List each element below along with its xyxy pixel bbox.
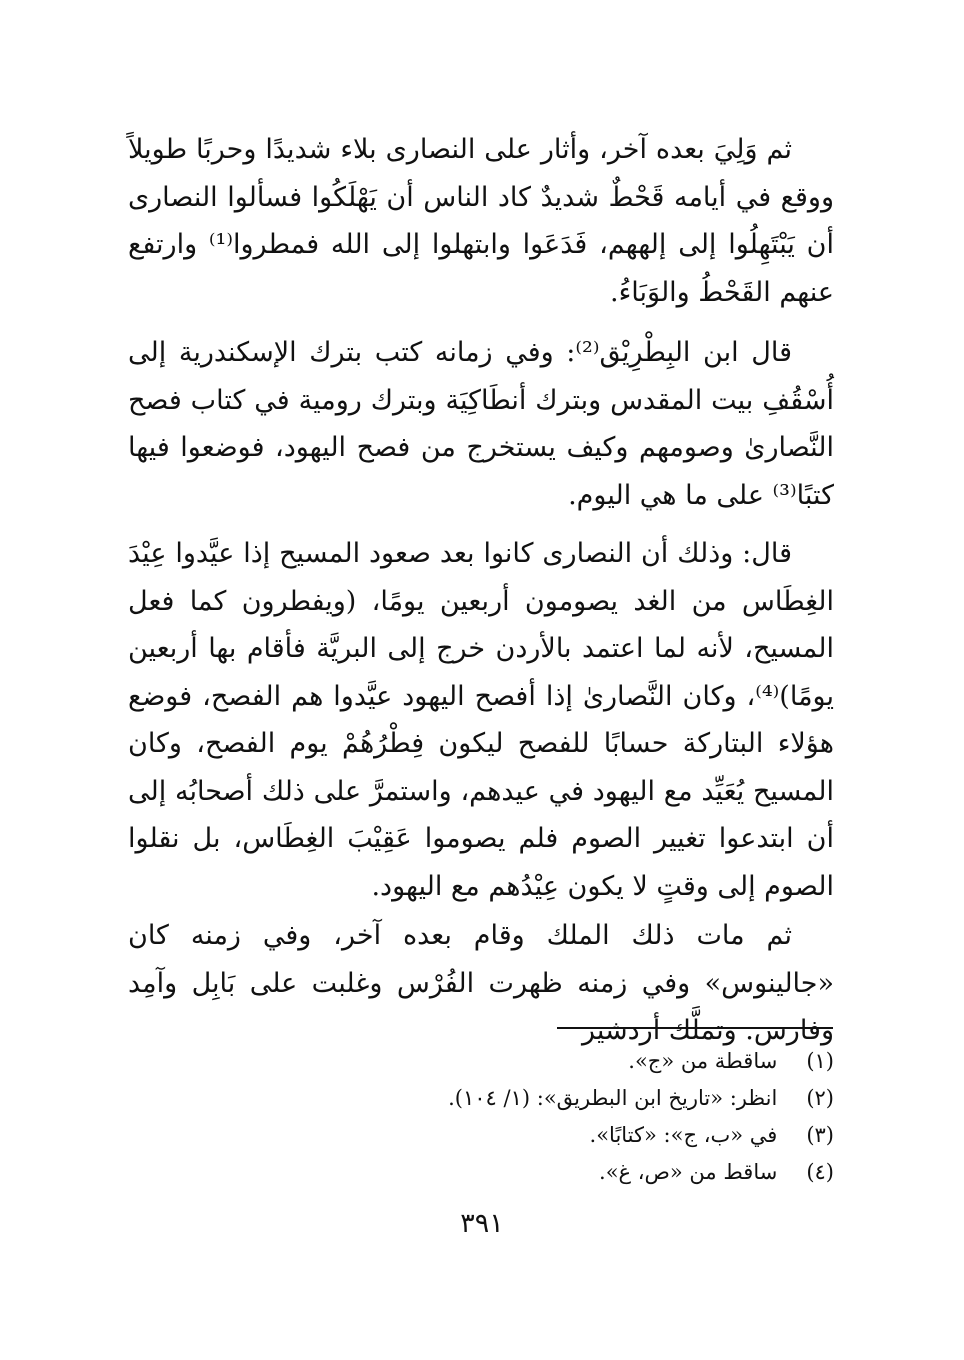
paragraph-text: قال: وذلك أن النصارى كانوا بعد صعود المسيح إذا عيَّدوا عِيْدَ الغِطَاس من الغد يصومون أربعين يومًا، (ويفطرون كما فعل المسيح، لأنه لما اعتمد بالأردن خرج إلى البريَّة فأقام بها أربعين يومًا)⁽⁴⁾، وكان النَّصارىٰ إذا أفصح اليهود عيَّدوا هم الفصح، فوضع هؤلاء البتاركة حسابًا للفصح ليكون فِطْرُهُمْ يوم الفصح، وكان المسيح يُعَيِّد مع اليهود في عيدهم، واستمرَّ على ذلك أصحابُه إلى أن ابتدعوا تغيير الصوم فلم يصوموا عَقِيْبَ الغِطَاس، بل نقلوا الصوم إلى وقتٍ لا يكون عِيْدُهم مع اليهود. [128,538,834,902]
footnote-number: (٤) [806,1160,834,1184]
footnote-text: في «ب، ج»: «كتابًا». [589,1123,778,1147]
paragraph-4 [128,912,834,1055]
paragraph-text: ثم مات ذلك الملك وقام بعده آخر، وفي زمنه كان «جالينوس» وفي زمنه ظهرت الفُرْس وغلبت على بَابِل وآمِد وفارس. وتملَّك أردشير [128,920,834,1046]
paragraph-text: قال ابن البِطْرِيْق⁽²⁾: وفي زمانه كتب بترك الإسكندرية إلى أُسْقُفِ بيت المقدس وبترك أنطَاكِيَة وبترك رومية في كتاب فصح النَّصارىٰ وصومهم وكيف يستخرج من فصح اليهود، فوضعوا فيها كتبًا⁽³⁾ على ما هي اليوم. [128,337,834,511]
paragraph-1 [128,126,834,316]
footnotes [300,1043,834,1191]
paragraph-text: ثم وَلِيَ بعده آخر، وأثار على النصارى بلاء شديدًا وحربًا طويلاً ووقع في أيامه قَحْطٌ شديدٌ كاد الناس أن يَهْلَكُوا فسألوا النصارى أن يَبْتَهِلُوا إلى إلههم، فَدَعَوا وابتهلوا إلى الله فمطروا⁽¹⁾ وارتفع عنهم القَحْطُ والوَبَاءُ. [128,134,834,308]
footnote-text: انظر: «تاريخ ابن البطريق»: (١/ ١٠٤). [448,1086,778,1110]
footnote-text: ساقط من «ص، غ». [599,1160,778,1184]
footnote-number: (٣) [806,1123,834,1147]
footnote-4 [300,1154,834,1191]
page-number: ٣٩١ [460,1208,504,1239]
footnote-number: (٢) [806,1086,834,1110]
footnote-2 [300,1080,834,1117]
footnote-1 [300,1043,834,1080]
footnote-divider [557,1027,833,1029]
footnote-3 [300,1117,834,1154]
footnote-number: (١) [806,1049,834,1073]
paragraph-3 [128,530,834,910]
paragraph-2 [128,329,834,519]
footnote-text: ساقطة من «ج». [628,1049,778,1073]
